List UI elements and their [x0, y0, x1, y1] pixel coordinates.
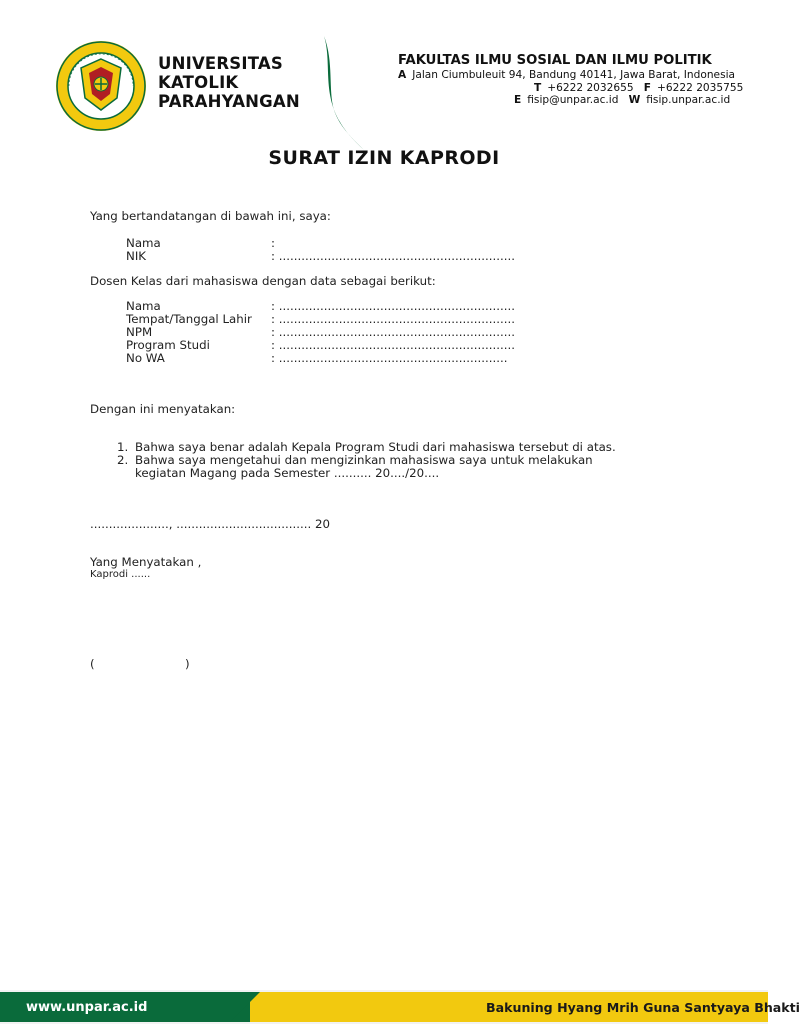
phone-fax-line: [534, 82, 743, 94]
student-npm-value: : ...............................................................: [271, 325, 515, 339]
university-name-line-3: PARAHYANGAN: [158, 92, 300, 111]
faculty-title: FAKULTAS ILMU SOSIAL DAN ILMU POLITIK: [398, 53, 712, 68]
web-label: W: [628, 94, 641, 106]
student-name-label: Nama: [126, 299, 161, 313]
student-wa-value: : .............................................................: [271, 351, 508, 365]
address-text: Jalan Ciumbuleuit 94, Bandung 40141, Jawa Barat, Indonesia: [412, 69, 736, 81]
signer-role: Kaprodi ......: [90, 569, 151, 580]
statement-2-continuation: kegiatan Magang pada Semester .......... 20..../20....: [135, 466, 440, 480]
closing-text: Yang Menyatakan ,: [90, 555, 202, 569]
student-program-value: : ...............................................................: [271, 338, 515, 352]
university-seal-logo: [55, 40, 147, 132]
phone-text: +6222 2032655: [547, 82, 634, 94]
web-text: fisip.unpar.ac.id: [646, 94, 731, 106]
statement-1-number: 1.: [117, 440, 129, 454]
statement-1-text: Bahwa saya benar adalah Kepala Program Studi dari mahasiswa tersebut di atas.: [135, 440, 616, 454]
student-birth-value: : ...............................................................: [271, 312, 515, 326]
address-label: A: [398, 69, 407, 81]
email-web-line: [514, 94, 730, 106]
signer-nik-label: NIK: [126, 249, 147, 263]
signature-open-paren: (: [90, 657, 95, 671]
student-npm-label: NPM: [126, 325, 153, 339]
university-name-line-1: UNIVERSITAS: [158, 54, 283, 73]
university-name: [158, 54, 300, 111]
student-wa-label: No WA: [126, 351, 165, 365]
footer-motto: Bakuning Hyang Mrih Guna Santyaya Bhakti: [486, 1000, 800, 1015]
phone-label: T: [534, 82, 542, 94]
signature-close-paren: ): [185, 657, 190, 671]
statement-2-text: Bahwa saya mengetahui dan mengizinkan mahasiswa saya untuk melakukan: [135, 453, 593, 467]
fax-text: +6222 2035755: [656, 82, 744, 94]
footer-band-divider: [230, 992, 260, 1022]
statement-2-number: 2.: [117, 453, 129, 467]
signer-name-label: Nama: [126, 236, 161, 250]
university-name-line-2: KATOLIK: [158, 73, 239, 92]
signer-nik-value: : ...............................................................: [271, 249, 515, 263]
student-intro-text: Dosen Kelas dari mahasiswa dengan data sebagai berikut:: [90, 274, 436, 288]
place-date-line: ....................., .................................... 20: [90, 517, 331, 531]
address-line: [398, 69, 735, 81]
statement-intro: Dengan ini menyatakan:: [90, 402, 236, 416]
intro-text: Yang bertandatangan di bawah ini, saya:: [90, 209, 331, 223]
student-program-label: Program Studi: [126, 338, 210, 352]
footer-website: www.unpar.ac.id: [26, 1000, 148, 1015]
student-name-value: : ...............................................................: [271, 299, 515, 313]
email-text: fisip@unpar.ac.id: [527, 94, 619, 106]
student-birth-label: Tempat/Tanggal Lahir: [126, 312, 252, 326]
document-title: SURAT IZIN KAPRODI: [268, 147, 500, 169]
email-label: E: [514, 94, 522, 106]
signer-name-value: :: [271, 236, 275, 250]
fax-label: F: [643, 82, 651, 94]
green-swoosh-divider: [318, 32, 370, 154]
